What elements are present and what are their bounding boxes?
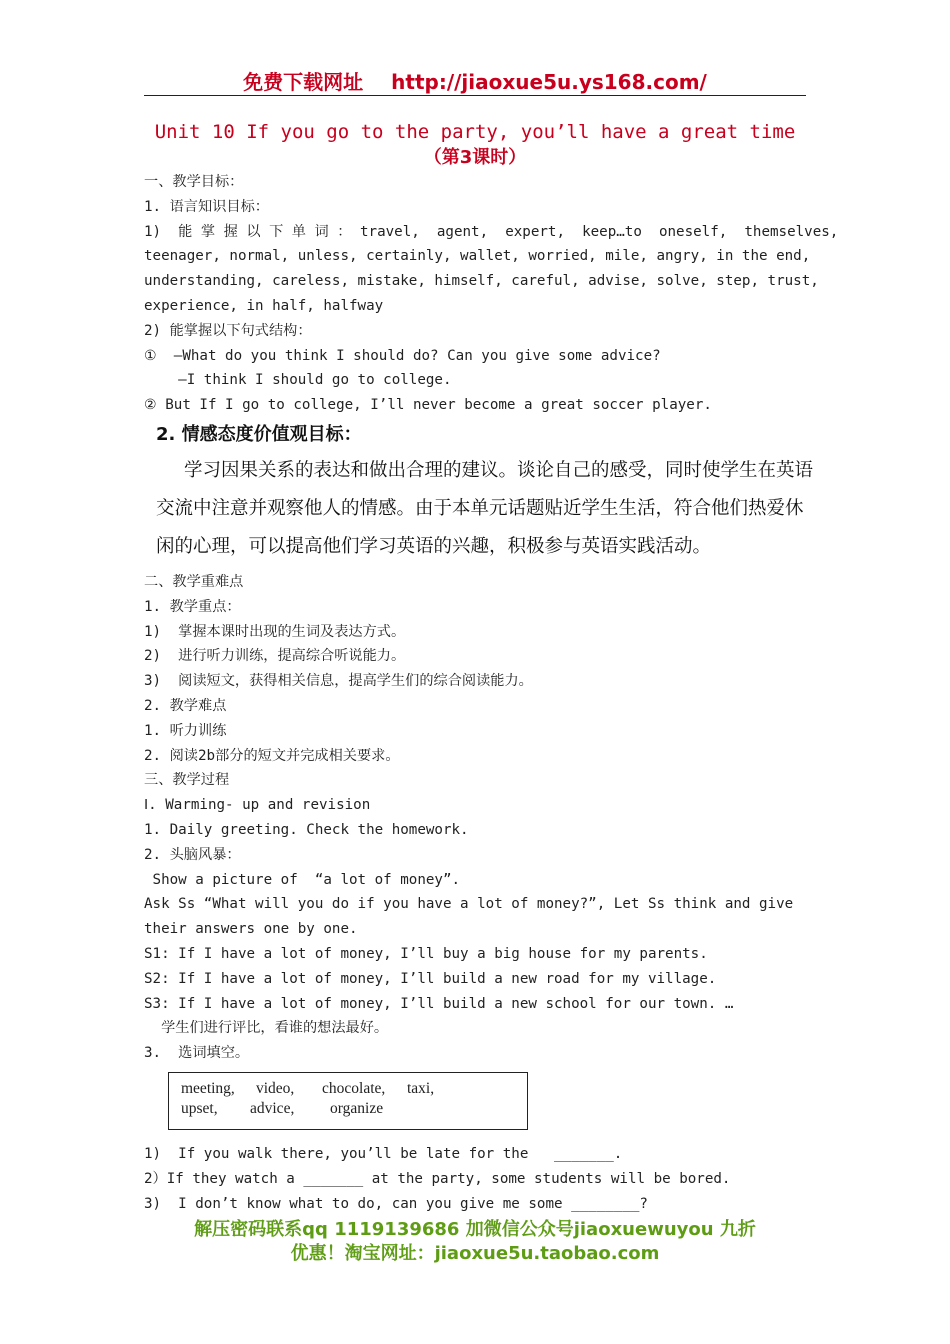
section3-line: Ask Ss “What will you do if you have a lot of money?”, Let Ss think and give [144,896,794,913]
vocab-line: teenager, normal, unless, certainly, wallet, worried, mile, angry, in the end, [144,248,811,265]
section2-line: 3) 阅读短文，获得相关信息，提高学生们的综合阅读能力。 [144,673,533,690]
lesson-title-sub: （第3课时） [423,147,527,168]
affective-goal-line: 交流中注意并观察他人的情感。由于本单元话题贴近学生生活，符合他们热爱休 [156,497,804,519]
word-bank-word: organize [330,1099,384,1117]
word-bank-word: advice, [250,1099,295,1117]
lesson-title [144,120,806,170]
word-bank-word: video, [256,1079,295,1097]
word-bank-row [181,1079,527,1099]
section3-line: 学生们进行评比，看谁的想法最好。 [144,1020,389,1037]
affective-goal-heading: 2. 情感态度价值观目标： [156,423,362,445]
section3-line: Ⅰ. Warming- up and revision [144,797,371,814]
section3-line: 3. 选词填空。 [144,1045,250,1062]
exercise-line: 1) If you walk there, you’ll be late for the _______. [144,1145,623,1162]
footer-line: 优惠！淘宝网址：jiaoxue5u.taobao.com [290,1243,660,1264]
word-bank-word: meeting, [181,1079,235,1097]
document-body [144,170,839,1216]
affective-goal-line: 闲的心理，可以提高他们学习英语的兴趣，积极参与英语实践活动。 [156,535,712,557]
footer-line: 解压密码联系qq 1119139686 加微信公众号jiaoxuewuyou 九折 [194,1219,756,1240]
section3-line: their answers one by one. [144,921,358,938]
exercise-line: 3) I don’t know what to do, can you give me some ________? [144,1195,648,1212]
vocab-line: 1) 能 掌 握 以 下 单 词 ： travel, agent, expert, keep…to oneself, themselves, [144,223,839,240]
word-bank-word: upset, [181,1099,218,1117]
section2-line: 2. 教学难点 [144,697,227,714]
affective-goal-line: 学习因果关系的表达和做出合理的建议。谈论自己的感受，同时使学生在英语 [184,459,814,481]
structure-line: —I think I should go to college. [144,372,452,389]
section2-line: 1) 掌握本课时出现的生词及表达方式。 [144,623,406,640]
section3-heading: 三、教学过程 [144,772,230,789]
vocab-line: understanding, careless, mistake, himself, careful, advise, solve, step, trust, [144,273,819,290]
header-divider [144,95,806,96]
word-bank-box [168,1072,528,1130]
structure-line: ① —What do you think I should do? Can you give some advice? [144,347,661,364]
word-bank-word: taxi, [407,1079,435,1097]
structure-line: ② But If I go to college, I’ll never become a great soccer player. [144,397,712,414]
section3-line: S1: If I have a lot of money, I’ll buy a big house for my parents. [144,945,708,962]
section1-heading: 一、教学目标： [144,174,244,190]
download-header [144,66,806,95]
section2-line: 1. 听力训练 [144,722,227,739]
section1-sub1: 1. 语言知识目标： [144,198,269,215]
section3-line: S2: If I have a lot of money, I’ll build a new road for my village. [144,970,717,987]
section3-line: 1. Daily greeting. Check the homework. [144,821,469,838]
section3-line: Show a picture of “a lot of money”. [144,871,461,888]
section3-line: 2. 头脑风暴： [144,846,241,863]
word-bank-word: chocolate, [322,1079,386,1097]
header-url-link[interactable]: http://jiaoxue5u.ys168.com/ [391,70,707,94]
exercise-line: 2）If they watch a _______ at the party, some students will be bored. [144,1170,731,1187]
word-bank-row [181,1099,527,1119]
header-label: 免费下载网址 [243,70,364,94]
section2-line: 2) 进行听力训练，提高综合听说能力。 [144,648,406,665]
section2-line: 1. 教学重点： [144,598,241,615]
footer-promo [144,1218,806,1266]
section2-line: 2. 阅读2b部分的短文并完成相关要求。 [144,747,400,764]
vocab-line: experience, in half, halfway [144,297,384,314]
section3-line: S3: If I have a lot of money, I’ll build a new school for our town. … [144,995,734,1012]
lesson-title-main: Unit 10 If you go to the party, you’ll have a great time [154,121,796,143]
section2-heading: 二、教学重难点 [144,573,244,590]
structures-heading: 2) 能掌握以下句式结构： [144,322,312,339]
